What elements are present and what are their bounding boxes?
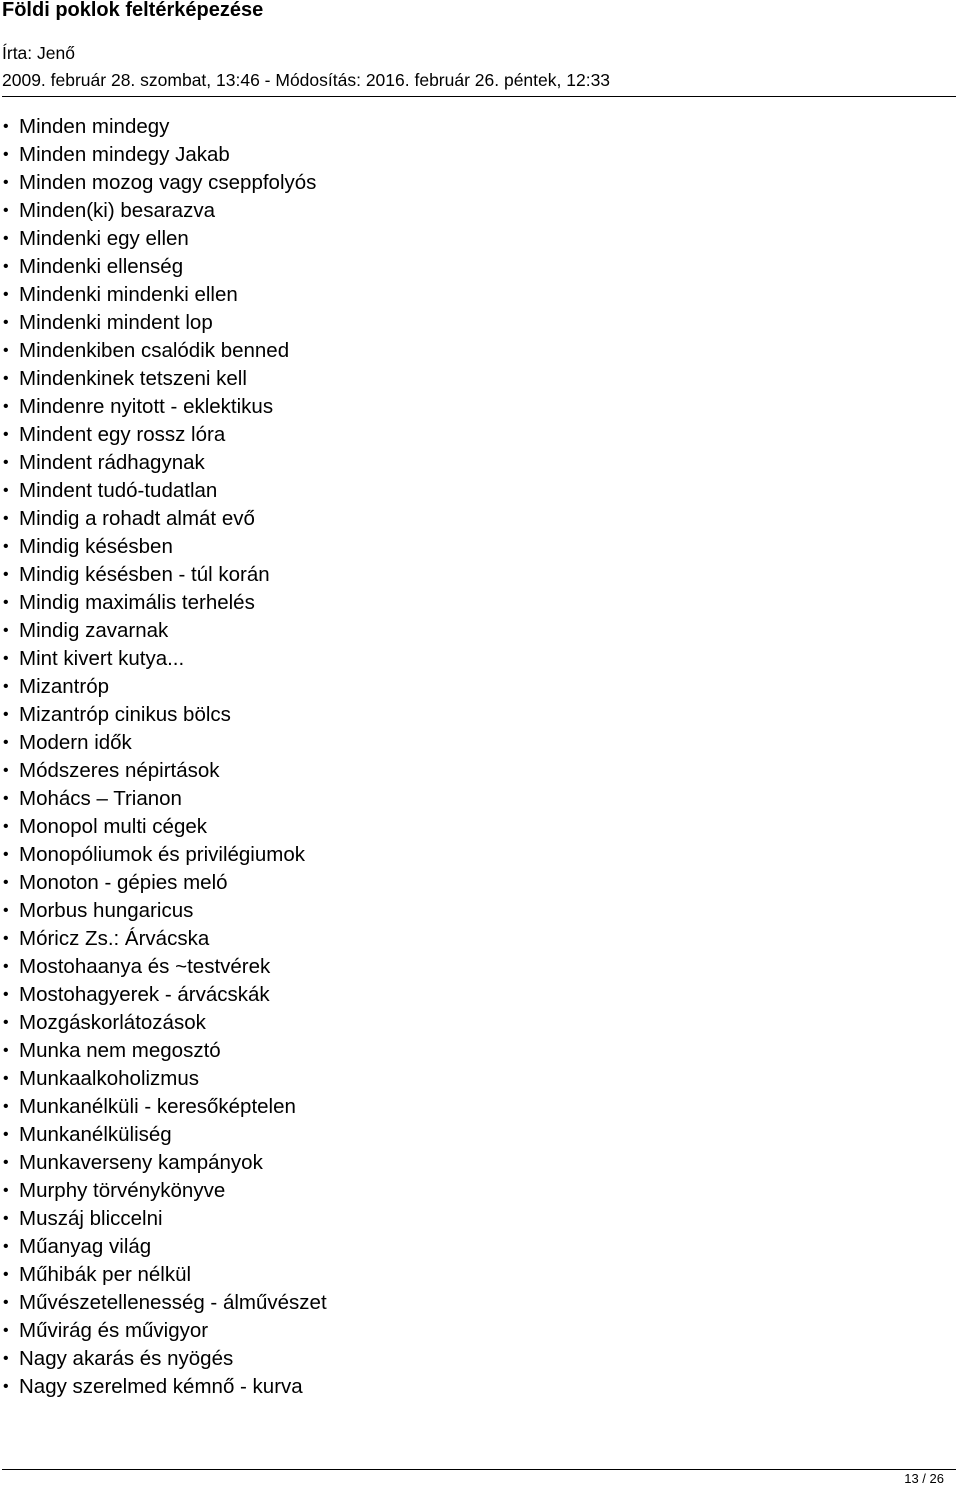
bullet-icon: • — [3, 202, 9, 219]
bullet-icon: • — [3, 1182, 9, 1199]
bullet-icon: • — [3, 678, 9, 695]
bullet-icon: • — [3, 846, 9, 863]
bullet-icon: • — [3, 986, 9, 1003]
list-item — [0, 673, 327, 701]
list-item-text: Mindenkiben csalódik benned — [19, 339, 290, 362]
list-item — [0, 393, 327, 421]
bullet-icon: • — [3, 426, 9, 443]
list-item — [0, 925, 327, 953]
bullet-icon: • — [3, 146, 9, 163]
bullet-icon: • — [3, 1154, 9, 1171]
list-item-text: Monopóliumok és privilégiumok — [19, 843, 305, 866]
list-item — [0, 113, 327, 141]
list-item — [0, 1345, 327, 1373]
list-item — [0, 337, 327, 365]
bullet-icon: • — [3, 734, 9, 751]
list-item-text: Mindenki mindenki ellen — [19, 283, 238, 306]
page-title: Földi poklok feltérképezése — [2, 0, 264, 21]
bullet-icon: • — [3, 314, 9, 331]
bullet-icon: • — [3, 1070, 9, 1087]
bullet-icon: • — [3, 1014, 9, 1031]
list-item — [0, 421, 327, 449]
bullet-icon: • — [3, 342, 9, 359]
bullet-icon: • — [3, 622, 9, 639]
list-item — [0, 785, 327, 813]
bullet-icon: • — [3, 174, 9, 191]
list-item-text: Mint kivert kutya... — [19, 647, 185, 670]
list-item — [0, 253, 327, 281]
list-item-text: Mindent tudó-tudatlan — [19, 479, 218, 502]
list-item-text: Minden mindegy — [19, 115, 170, 138]
list-item-text: Műanyag világ — [19, 1235, 152, 1258]
list-item — [0, 1289, 327, 1317]
list-item — [0, 281, 327, 309]
list-item-text: Mostohagyerek - árvácskák — [19, 983, 270, 1006]
bullet-icon: • — [3, 566, 9, 583]
bullet-icon: • — [3, 258, 9, 275]
bullet-icon: • — [3, 118, 9, 135]
list-item — [0, 1121, 327, 1149]
list-item-text: Minden(ki) besarazva — [19, 199, 215, 222]
bullet-icon: • — [3, 1238, 9, 1255]
list-item-text: Mindig késésben - túl korán — [19, 563, 270, 586]
list-item-text: Mindenkinek tetszeni kell — [19, 367, 247, 390]
list-item-text: Monopol multi cégek — [19, 815, 208, 838]
list-item-text: Mindenre nyitott - eklektikus — [19, 395, 274, 418]
bullet-icon: • — [3, 230, 9, 247]
list-item — [0, 449, 327, 477]
list-item — [0, 841, 327, 869]
bullet-icon: • — [3, 1322, 9, 1339]
list-item — [0, 1065, 327, 1093]
list-item-text: Mizantróp — [19, 675, 110, 698]
bullet-icon: • — [3, 790, 9, 807]
bullet-icon: • — [3, 706, 9, 723]
date-line: 2009. február 28. szombat, 13:46 - Módosítás: 2016. február 26. péntek, 12:33 — [2, 70, 611, 90]
bullet-icon: • — [3, 902, 9, 919]
list-item-text: Minden mozog vagy cseppfolyós — [19, 171, 317, 194]
list-item-text: Mindenki egy ellen — [19, 227, 189, 250]
bullet-icon: • — [3, 510, 9, 527]
bullet-icon: • — [3, 1210, 9, 1227]
list-item-text: Mindig maximális terhelés — [19, 591, 255, 614]
list-item-text: Mindig a rohadt almát evő — [19, 507, 255, 530]
bullet-icon: • — [3, 1098, 9, 1115]
list-item-text: Morbus hungaricus — [19, 899, 194, 922]
list-item-text: Munkanélküliség — [19, 1123, 172, 1146]
list-item — [0, 1177, 327, 1205]
list-item — [0, 225, 327, 253]
list-item — [0, 561, 327, 589]
list-item-text: Modern idők — [19, 731, 132, 754]
bullet-icon: • — [3, 1042, 9, 1059]
list-item — [0, 617, 327, 645]
list-item — [0, 1093, 327, 1121]
list-item — [0, 1009, 327, 1037]
list-item — [0, 729, 327, 757]
list-item-text: Murphy törvénykönyve — [19, 1179, 226, 1202]
list-item — [0, 1317, 327, 1345]
bullet-icon: • — [3, 930, 9, 947]
list-item-text: Munkaalkoholizmus — [19, 1067, 200, 1090]
list-item — [0, 197, 327, 225]
list-item-text: Mindent egy rossz lóra — [19, 423, 226, 446]
bullet-icon: • — [3, 958, 9, 975]
header-divider — [2, 96, 956, 97]
list-item-text: Módszeres népirtások — [19, 759, 220, 782]
list-item — [0, 953, 327, 981]
list-item-text: Mizantróp cinikus bölcs — [19, 703, 231, 726]
list-item-text: Minden mindegy Jakab — [19, 143, 230, 166]
page-number: 13 / 26 — [904, 1471, 944, 1486]
list-item — [0, 869, 327, 897]
bullet-icon: • — [3, 1126, 9, 1143]
bullet-icon: • — [3, 482, 9, 499]
bullet-icon: • — [3, 874, 9, 891]
list-item-text: Mozgáskorlátozások — [19, 1011, 206, 1034]
list-item — [0, 701, 327, 729]
bullet-icon: • — [3, 286, 9, 303]
list-item-text: Munkanélküli - keresőképtelen — [19, 1095, 296, 1118]
bullet-icon: • — [3, 594, 9, 611]
list-item-text: Művirág és művigyor — [19, 1319, 209, 1342]
list-item — [0, 533, 327, 561]
entry-list — [0, 113, 327, 1401]
list-item — [0, 757, 327, 785]
list-item-text: Mindenki ellenség — [19, 255, 184, 278]
bullet-icon: • — [3, 538, 9, 555]
list-item-text: Mostohaanya és ~testvérek — [19, 955, 271, 978]
list-item — [0, 365, 327, 393]
list-item-text: Munka nem megosztó — [19, 1039, 221, 1062]
list-item-text: Mindig zavarnak — [19, 619, 169, 642]
list-item-text: Mohács – Trianon — [19, 787, 182, 810]
list-item — [0, 505, 327, 533]
list-item-text: Munkaverseny kampányok — [19, 1151, 263, 1174]
bullet-icon: • — [3, 1378, 9, 1395]
list-item — [0, 589, 327, 617]
list-item-text: Művészetellenesség - álművészet — [19, 1291, 327, 1314]
list-item-text: Mindig késésben — [19, 535, 173, 558]
list-item — [0, 1233, 327, 1261]
list-item — [0, 1373, 327, 1401]
list-item-text: Monoton - gépies meló — [19, 871, 228, 894]
bullet-icon: • — [3, 762, 9, 779]
list-item — [0, 897, 327, 925]
footer-divider — [2, 1469, 956, 1470]
list-item — [0, 477, 327, 505]
bullet-icon: • — [3, 650, 9, 667]
list-item-text: Mindenki mindent lop — [19, 311, 213, 334]
list-item — [0, 645, 327, 673]
list-item — [0, 309, 327, 337]
author-line: Írta: Jenő — [2, 43, 75, 63]
bullet-icon: • — [3, 1294, 9, 1311]
list-item-text: Móricz Zs.: Árvácska — [19, 927, 210, 950]
list-item — [0, 141, 327, 169]
list-item-text: Műhibák per nélkül — [19, 1263, 192, 1286]
list-item — [0, 1205, 327, 1233]
bullet-icon: • — [3, 370, 9, 387]
bullet-icon: • — [3, 398, 9, 415]
list-item-text: Nagy akarás és nyögés — [19, 1347, 234, 1370]
list-item — [0, 169, 327, 197]
bullet-icon: • — [3, 1350, 9, 1367]
list-item-text: Nagy szerelmed kémnő - kurva — [19, 1375, 303, 1398]
list-item — [0, 1037, 327, 1065]
list-item — [0, 813, 327, 841]
list-item — [0, 1261, 327, 1289]
bullet-icon: • — [3, 818, 9, 835]
bullet-icon: • — [3, 1266, 9, 1283]
list-item-text: Mindent rádhagynak — [19, 451, 205, 474]
bullet-icon: • — [3, 454, 9, 471]
list-item — [0, 1149, 327, 1177]
list-item-text: Muszáj bliccelni — [19, 1207, 163, 1230]
list-item — [0, 981, 327, 1009]
